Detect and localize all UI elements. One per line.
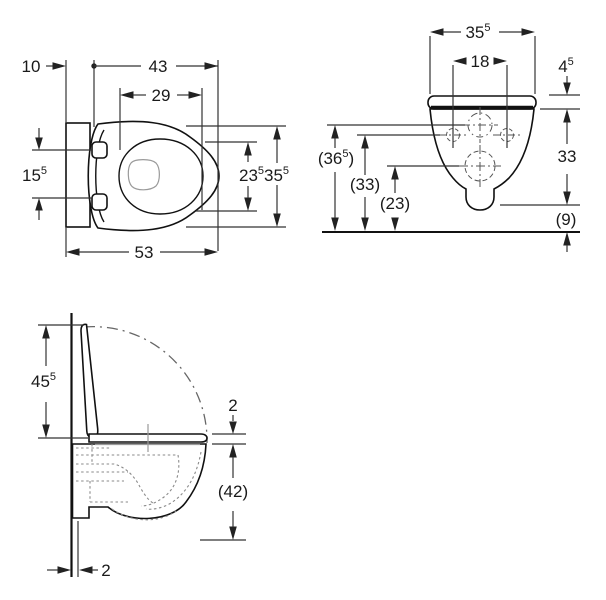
dim-36-5-label: $(36^5)$ xyxy=(317,148,355,168)
dim-10-label: 10 xyxy=(21,57,41,76)
dim-front-35-5-label: $35^5$ xyxy=(465,22,491,42)
hinge-bumper-bottom xyxy=(92,194,107,210)
hinge-bumper-top xyxy=(92,142,107,158)
dim-10 xyxy=(22,57,66,76)
dim-29 xyxy=(120,86,202,105)
plan-view xyxy=(22,57,290,262)
dim-53-label: 53 xyxy=(134,243,154,262)
dim-33-paren xyxy=(350,135,380,231)
dim-53 xyxy=(66,243,218,262)
side-view xyxy=(31,313,248,580)
dim-15-5-label: $15^5$ xyxy=(22,165,48,185)
dim-42-label: (42) xyxy=(217,482,249,501)
dim-2-bottom xyxy=(47,561,111,580)
lid-swing-arc xyxy=(84,327,207,443)
dim-18 xyxy=(453,52,507,71)
dim-42 xyxy=(218,444,248,540)
dim-45-5 xyxy=(31,325,56,438)
dim-35-5-label: $35^5$ xyxy=(264,165,290,185)
dim-15-5 xyxy=(22,128,47,220)
dim-9-label: (9) xyxy=(555,210,577,229)
dim-33-right-label: 33 xyxy=(557,147,577,166)
front-bowl-outline xyxy=(430,109,534,210)
dim-2-seat xyxy=(228,396,237,434)
dim-4-5-label: $4^5$ xyxy=(558,56,574,76)
dim-18-label: 18 xyxy=(470,52,490,71)
dim-23-paren xyxy=(380,166,410,231)
mounting-plate xyxy=(66,123,90,227)
dim-2-seat-label: 2 xyxy=(228,396,238,415)
dim-29-label: 29 xyxy=(151,86,171,105)
dim-23-5 xyxy=(239,142,264,211)
dim-4-5 xyxy=(558,56,574,95)
side-lid-raised xyxy=(81,324,98,436)
dim-23-paren-label: (23) xyxy=(379,194,411,213)
front-view xyxy=(318,22,580,252)
dim-front-35-5 xyxy=(430,22,535,42)
dim-43-label: 43 xyxy=(148,57,168,76)
dim-23-5-label: $23^5$ xyxy=(239,165,265,185)
dim-33-paren-label: (33) xyxy=(349,175,381,194)
dim-33-right xyxy=(558,109,577,205)
dim-43 xyxy=(91,57,218,76)
dim-45-5-label: $45^5$ xyxy=(31,371,57,391)
dim-36-5 xyxy=(318,125,354,231)
dim-2-bottom-label: 2 xyxy=(101,561,111,580)
dim-35-5 xyxy=(264,126,289,227)
